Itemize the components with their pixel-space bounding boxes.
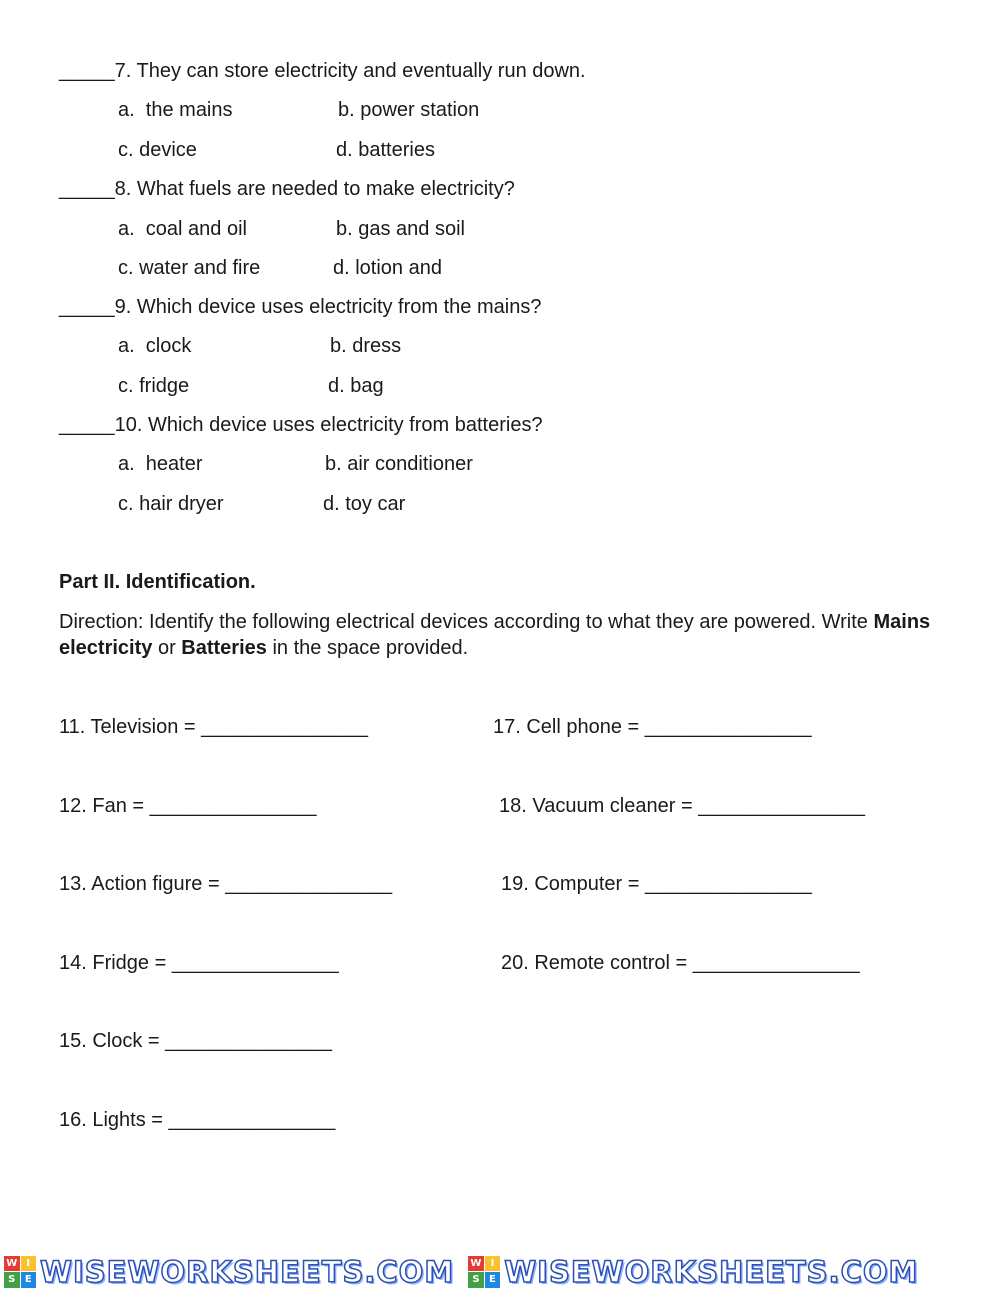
item-17: 17. Cell phone = _______________ (493, 716, 812, 738)
logo-letter-s: S (468, 1272, 484, 1288)
q7-option-d: d. batteries (336, 139, 435, 161)
q10-option-a: a. heater (118, 453, 203, 475)
q9-option-b: b. dress (330, 335, 402, 357)
logo-letter-e: E (21, 1272, 37, 1288)
logo-letter-i: I (485, 1256, 501, 1272)
direction-text-2: or (152, 637, 182, 659)
brand-text: WISEWORKSHEETS.COM (40, 1254, 455, 1289)
question-7: _____7. They can store electricity and eventually run down. (59, 60, 586, 82)
q8-option-a: a. coal and oil (118, 218, 247, 240)
direction-mains: Mains electricity (59, 611, 931, 659)
q8-option-d: d. lotion and (333, 257, 442, 279)
part2-heading: Part II. Identification. (59, 571, 256, 593)
q7-option-a: a. the mains (118, 99, 233, 121)
item-20: 20. Remote control = _______________ (501, 952, 860, 974)
item-19: 19. Computer = _______________ (501, 873, 812, 895)
item-16: 16. Lights = _______________ (59, 1109, 336, 1131)
logo-letter-w: W (468, 1256, 484, 1272)
direction-text-3: in the space provided. (266, 637, 469, 659)
question-8: _____8. What fuels are needed to make electricity? (59, 178, 515, 200)
q7-option-b: b. power station (338, 99, 480, 121)
logo-letter-s: S (4, 1272, 20, 1288)
q9-option-a: a. clock (118, 335, 192, 357)
item-11: 11. Television = _______________ (59, 716, 368, 738)
direction-batteries: Batteries (181, 637, 267, 659)
logo-icon (4, 1256, 36, 1288)
item-14: 14. Fridge = _______________ (59, 952, 339, 974)
logo-letter-i: I (21, 1256, 37, 1272)
q10-option-b: b. air conditioner (325, 453, 473, 475)
direction-text-1: Direction: Identify the following electrical devices according to what they are powered. Write (59, 611, 874, 633)
logo-letter-e: E (485, 1272, 501, 1288)
item-12: 12. Fan = _______________ (59, 795, 317, 817)
q8-option-c: c. water and fire (118, 257, 261, 279)
logo-letter-w: W (4, 1256, 20, 1272)
q10-option-c: c. hair dryer (118, 493, 224, 515)
question-10: _____10. Which device uses electricity from batteries? (59, 414, 543, 436)
brand-logo (4, 1255, 454, 1289)
brand-logo-repeat (468, 1255, 918, 1289)
item-18: 18. Vacuum cleaner = _______________ (499, 795, 866, 817)
q7-option-c: c. device (118, 139, 197, 161)
item-13: 13. Action figure = _______________ (59, 873, 393, 895)
question-9: _____9. Which device uses electricity from the mains? (59, 296, 542, 318)
footer-watermark (0, 1252, 1000, 1291)
item-15: 15. Clock = _______________ (59, 1030, 333, 1052)
logo-icon (468, 1256, 500, 1288)
brand-text: WISEWORKSHEETS.COM (504, 1254, 919, 1289)
q8-option-b: b. gas and soil (336, 218, 465, 240)
q10-option-d: d. toy car (323, 493, 406, 515)
q9-option-d: d. bag (328, 375, 384, 397)
q9-option-c: c. fridge (118, 375, 190, 397)
part2-direction (59, 609, 949, 661)
